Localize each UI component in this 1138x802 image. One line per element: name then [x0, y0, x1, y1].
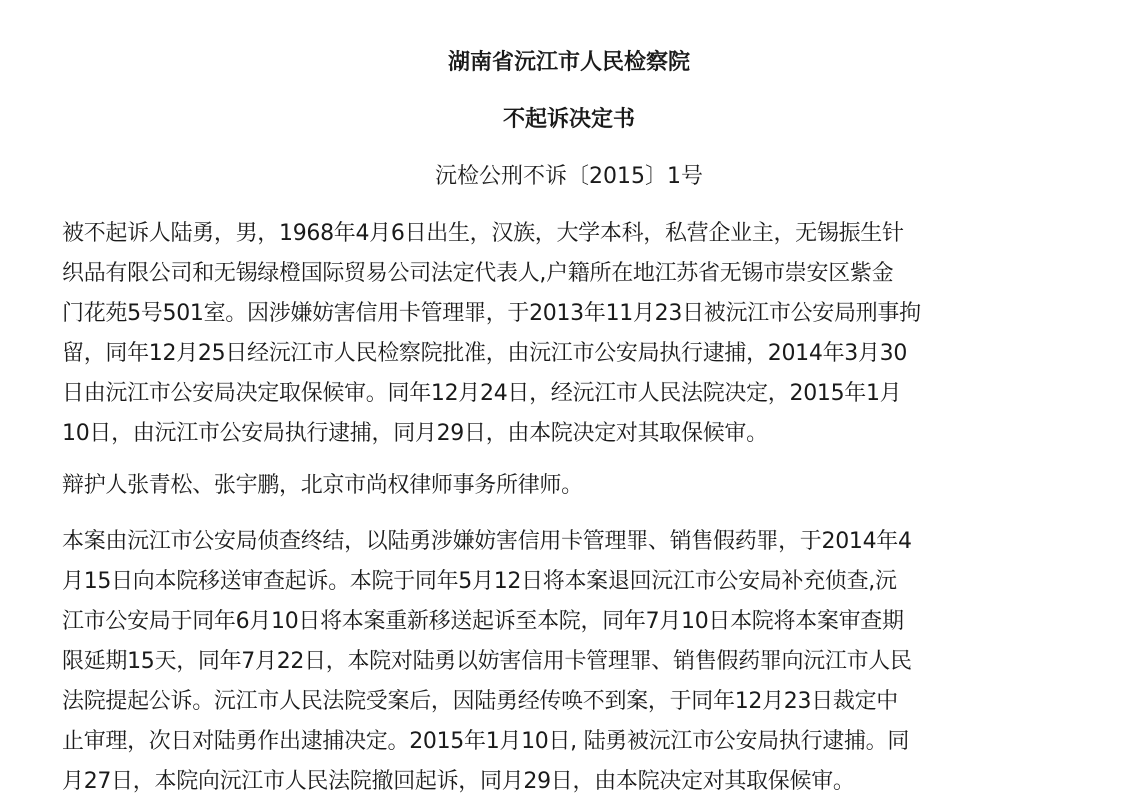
- text-line: 月27日，本院向沅江市人民法院撤回起诉，同月29日，由本院决定对其取保候审。: [62, 769, 855, 794]
- text-line: 被不起诉人陆勇，男，1968年4月6日出生，汉族，大学本科，私营企业主，无锡振生针: [62, 221, 904, 246]
- issuing-organization: 湖南省沅江市人民检察院: [447, 50, 690, 75]
- text-line: 止审理，次日对陆勇作出逮捕决定。2015年1月10日, 陆勇被沅江市公安局执行逮捕。同: [62, 729, 910, 754]
- paragraph-defendant-info: [62, 214, 1072, 454]
- document-number: 沅检公刑不诉〔2015〕1号: [435, 164, 703, 189]
- text-line: 限延期15天，同年7月22日，本院对陆勇以妨害信用卡管理罪、销售假药罪向沅江市人民: [62, 649, 912, 674]
- text-line: 本案由沅江市公安局侦查终结，以陆勇涉嫌妨害信用卡管理罪、销售假药罪，于2014年4: [62, 529, 912, 554]
- text-line: 法院提起公诉。沅江市人民法院受案后，因陆勇经传唤不到案，于同年12月23日裁定中: [62, 689, 898, 714]
- text-line: 辩护人张青松、张宇鹏，北京市尚权律师事务所律师。: [62, 473, 583, 498]
- text-line: 月15日向本院移送审查起诉。本院于同年5月12日将本案退回沅江市公安局补充侦查,沅: [62, 569, 897, 594]
- text-line: 10日，由沅江市公安局执行逮捕，同月29日，由本院决定对其取保候审。: [62, 421, 768, 446]
- paragraph-case-history: [62, 522, 1072, 802]
- document-title: 不起诉决定书: [502, 107, 635, 132]
- text-line: 日由沅江市公安局决定取保候审。同年12月24日，经沅江市人民法院决定，2015年1月: [62, 381, 902, 406]
- text-line: 门花苑5号501室。因涉嫌妨害信用卡管理罪，于2013年11月23日被沅江市公安局刑事拘: [62, 301, 921, 326]
- paragraph-defense-counsel: [62, 466, 1072, 506]
- text-line: 留，同年12月25日经沅江市人民检察院批准，由沅江市公安局执行逮捕，2014年3月30: [62, 341, 908, 366]
- text-line: 江市公安局于同年6月10日将本案重新移送起诉至本院，同年7月10日本院将本案审查期: [62, 609, 904, 634]
- text-line: 织品有限公司和无锡绿橙国际贸易公司法定代表人,户籍所在地江苏省无锡市崇安区紫金: [62, 261, 894, 286]
